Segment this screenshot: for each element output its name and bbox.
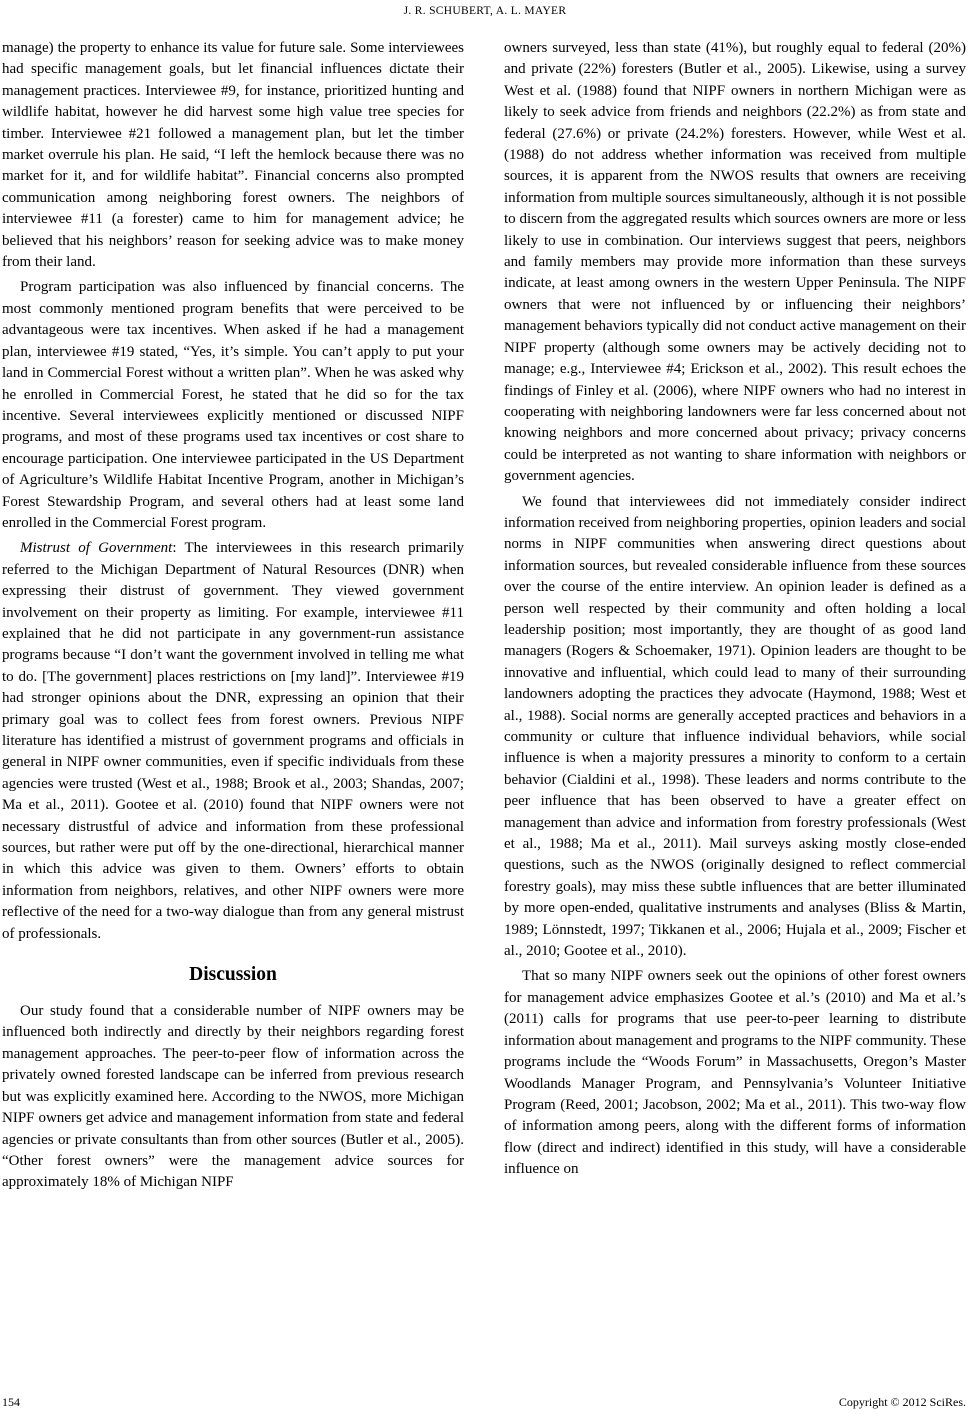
right-column (504, 38, 966, 1181)
paragraph: We found that interviewees did not immediately consider indirect information received from neighboring properties, opinion leaders and social norms in NIPF communities when answering direct questions about information sources, but revealed considerable influence from these sources over the course of the entire interview. An opinion leader is defined as a person well respected by their community and often holding a local leadership position; most importantly, they are thought of as good land managers (Rogers & Schoemaker, 1971). Opinion leaders are thought to be innovative and influential, which could lead to many of their surrounding landowners adopting the practices they advocate (Haymond, 1988; West et al., 1988). Social norms are generally accepted practices and behaviors in a community or culture that influence individual behaviors, while social influence is when a majority pressures a minority to conform to a certain behavior (Cialdini et al., 1998). These leaders and norms contribute to the peer influence that has been observed to have a greater effect on management than advice and information from forestry professionals (West et al., 1988; Ma et al., 2011). Mail surveys asking mostly close-ended questions, such as the NWOS (originally designed to reflect commercial forestry goals), may miss these subtle influences that are better illuminated by more open-ended, qualitative instruments and analyses (Bliss & Martin, 1989; Lönnstedt, 1997; Tikkanen et al., 2006; Hujala et al., 2009; Fischer et al., 2010; Gootee et al., 2010). (504, 493, 966, 960)
paragraph: That so many NIPF owners seek out the opinions of other forest owners for management advice emphasizes Gootee et al.’s (2010) and Ma et al.’s (2011) calls for programs that use peer-to-peer learning to distribute information about management and programs to the NIPF community. These programs include the “Woods Forum” in Massachusetts, Oregon’s Master Woodlands Manager Program, and Pennsylvania’s Volunteer Initiative Program (Reed, 2001; Jacobson, 2002; Ma et al., 2011). This two-way flow of information among peers, along with the different forms of information flow (direct and indirect) identified in this study, will have a considerable influence on (504, 968, 966, 1178)
left-column (2, 38, 464, 1194)
paragraph (2, 538, 464, 945)
page-number: 154 (2, 1395, 20, 1409)
paragraph-lead-italic: Mistrust of Government (20, 540, 173, 557)
paragraph-body: : The interviewees in this research primarily referred to the Michigan Department of Natural Resources (DNR) when expressing their distrust of government. They viewed government involvement on their property as limiting. For example, interviewee #11 explained that he did not participate in any government-run assistance programs because “I don’t want the government involved in telling me what to do. [The government] places restrictions on [my land]”. Interviewee #19 had stronger opinions about the DNR, expressing an opinion that their primary goal was to collect fees from forest owners. Previous NIPF literature has identified a mistrust of government programs and officials in general in NIPF owner communities, even if specific individuals from these agencies were trusted (West et al., 1988; Brook et al., 2003; Shandas, 2007; Ma et al., 2011). Gootee et al. (2010) found that NIPF owners were not necessary distrustful of advice and information from these professional sources, but rather were put off by the one-directional, hierarchical manner in which this advice was given to them. Owners’ efforts to obtain information from neighbors, relatives, and other NIPF owners were more reflective of the need for a two-way dialogue than from any general mistrust of professionals. (2, 540, 464, 942)
paragraph: owners surveyed, less than state (41%), but roughly equal to federal (20%) and private (22%) foresters (Butler et al., 2005). Likewise, using a survey West et al. (1988) found that NIPF owners in northern Michigan were as likely to seek advice from friends and neighbors (22.2%) as from state and federal (27.6%) or private (24.2%) foresters. However, while West et al. (1988) do not address whether information was received from multiple sources, it is apparent from the NWOS results that owners are receiving information from multiple sources simultaneously, although it is not possible to discern from the aggregated results which sources owners are more or less likely to use in combination. Our interviews suggest that peers, neighbors and family members may provide more information than these surveys indicate, at least among owners in the western Upper Peninsula. The NIPF owners that were not influenced by or influencing their neighbors’ management behaviors typically did not conduct active management on their NIPF property (although some owners may be actively deciding not to manage; e.g., Interviewee #4; Erickson et al., 2002). This result echoes the findings of Finley et al. (2006), where NIPF owners who had no interest in cooperating with neighboring landowners were far less concerned about not knowing neighbors and more concerned about privacy; privacy concerns could be interpreted as not wanting to share information with neighbors or government agencies. (504, 40, 966, 485)
paragraph: Our study found that a considerable number of NIPF owners may be influenced both indirectly and directly by their neighbors regarding forest management approaches. The peer-to-peer flow of information across the privately owned forested landscape can be inferred from previous research but was explicitly examined here. According to the NWOS, more Michigan NIPF owners get advice and management information from state and federal agencies or private consultants than from other sources (Butler et al., 2005). “Other forest owners” were the management advice sources for approximately 18% of Michigan NIPF (2, 1003, 464, 1191)
running-head: J. R. SCHUBERT, A. L. MAYER (403, 5, 567, 17)
paragraph: Program participation was also influenced by financial concerns. The most commonly mentioned program benefits that were perceived to be advantageous were tax incentives. When asked if he had a management plan, interviewee #19 stated, “Yes, it’s simple. You can’t apply to put your land in Commercial Forest without a written plan”. When he was asked why he enrolled in Commercial Forest, he stated that he did so for the tax incentive. Several interviewees explicitly mentioned or discussed NIPF programs, and most of these programs used tax incentives or cost share to encourage participation. One interviewee participated in the US Department of Agriculture’s Wildlife Habitat Incentive Program, another in Michigan’s Forest Stewardship Program, and several others had at least some land enrolled in the Commercial Forest program. (2, 279, 464, 531)
copyright-notice: Copyright © 2012 SciRes. (838, 1395, 966, 1409)
paragraph: manage) the property to enhance its value for future sale. Some interviewees had specific management goals, but let financial influences dictate their management practices. Interviewee #9, for instance, prioritized hunting and wildlife habitat, however he did harvest some high value tree species for timber. Interviewee #21 followed a management plan, but let the timber market overrule his plan. He said, “I left the hemlock because there was no market for it, and for wildlife habitat”. Financial concerns also prompted communication among neighboring forest owners. The neighbors of interviewee #11 (a forester) came to him for management advice; he believed that his neighbors’ reason for seeking advice was to make money from their land. (2, 40, 464, 271)
section-heading: Discussion (189, 964, 277, 986)
